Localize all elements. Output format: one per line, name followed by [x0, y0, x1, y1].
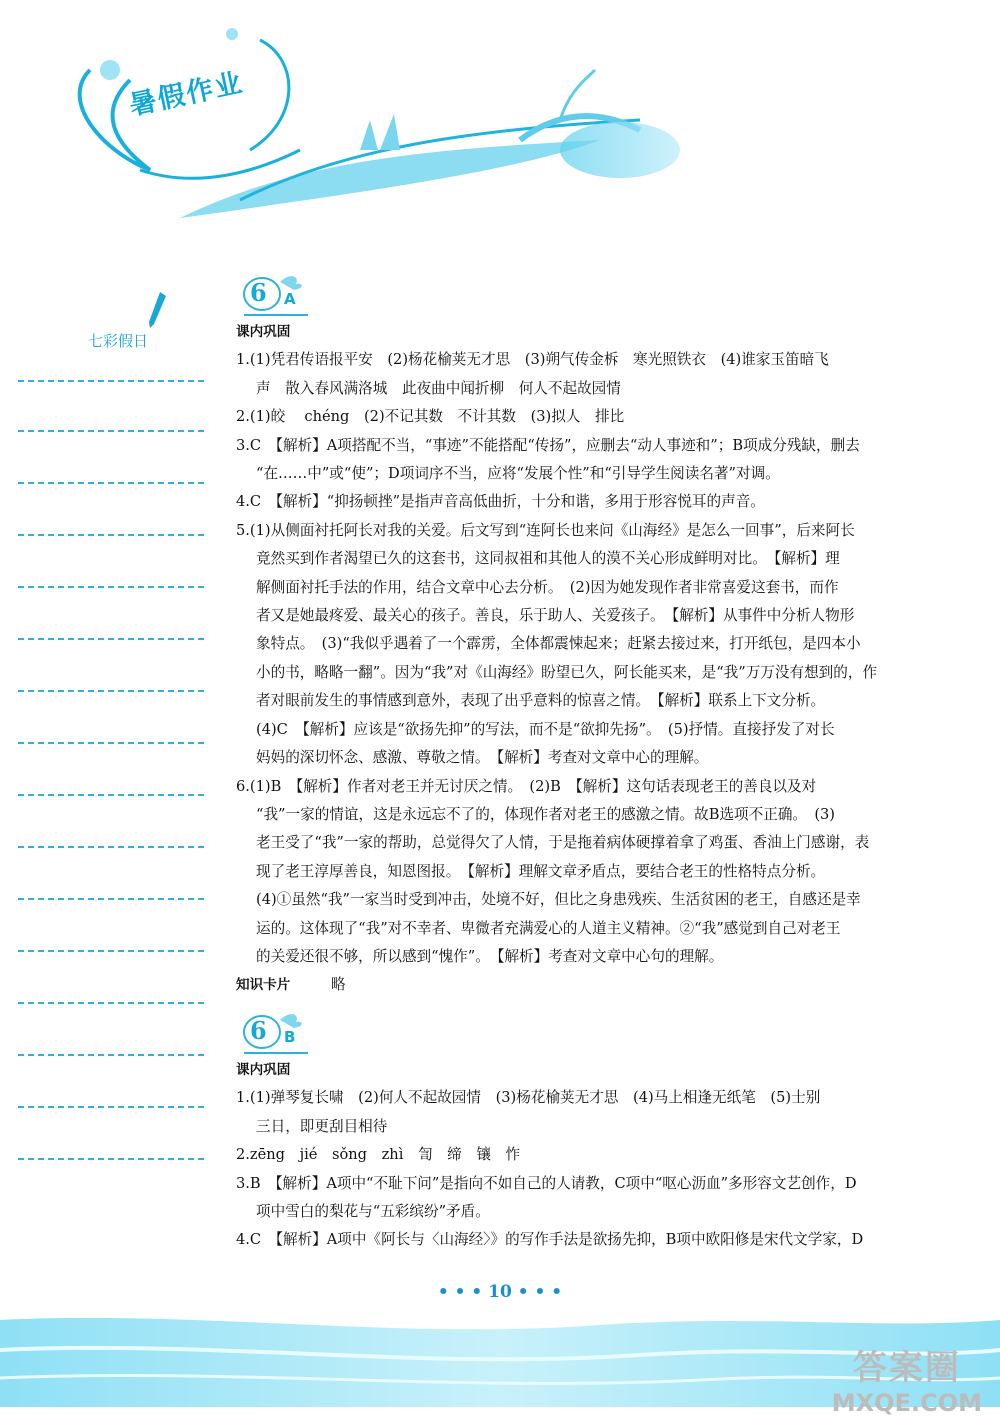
watermark-top: 答案圈 — [852, 1348, 961, 1388]
answer-line: 3.B 【解析】A项中“不耻下问”是指向不如自己的人请教，C项中“呕心沥血”多形容文艺创作，D — [236, 1174, 857, 1192]
section-a-content — [236, 318, 926, 1000]
butterfly-icon — [236, 1010, 316, 1056]
answer-line: (4)C 【解析】应该是“欲扬先抑”的写法，而不是“欲抑先扬”。 (5)抒情。直接抒发了对长 — [256, 720, 835, 738]
notes-line — [18, 1158, 204, 1160]
answer-line: 项中雪白的梨花与“五彩缤纷”矛盾。 — [256, 1203, 490, 1221]
answer-line: 4.C 【解析】A项中《阿长与〈山海经〉》的写作手法是欲扬先抑，B项中欧阳修是宋代文学家，D — [236, 1231, 864, 1249]
answer-line: 声 散入春风满洛城 此夜曲中闻折柳 何人不起故园情 — [256, 379, 621, 397]
notes-line — [18, 586, 204, 588]
answer-line: 三日，即更刮目相待 — [256, 1117, 388, 1135]
notes-line — [18, 430, 204, 432]
answer-line: 4.C 【解析】“抑扬顿挫”是指声音高低曲折，十分和谐，多用于形容悦耳的声音。 — [236, 493, 765, 511]
answer-line: 1.(1)凭君传语报平安 (2)杨花榆荚无才思 (3)朔气传金柝 寒光照铁衣 (4)谁家玉笛暗飞 — [236, 351, 829, 369]
section-heading: 课内巩固 — [236, 324, 291, 340]
header-decoration — [0, 0, 1000, 240]
sidebar-title: 七彩假日 — [88, 332, 149, 350]
notes-line — [18, 950, 204, 952]
answer-line: “在……中”或“使”；D项词序不当，应将“发展个性”和“引导学生阅读名著”对调。 — [256, 465, 780, 483]
answer-line: 妈妈的深切怀念、感激、尊敬之情。 【解析】考查对文章中心的理解。 — [256, 749, 709, 767]
section-letter: B — [284, 1028, 296, 1046]
answer-line: 现了老王淳厚善良，知恩图报。 【解析】理解文章矛盾点，要结合老王的性格特点分析。 — [256, 862, 826, 880]
answer-line: 者又是她最疼爱、最关心的孩子。善良，乐于助人、关爱孩子。 【解析】从事件中分析人物形 — [256, 607, 855, 625]
answer-line: 者对眼前发生的事情感到意外，表现了出乎意料的惊喜之情。 【解析】联系上下文分析。 — [256, 692, 826, 710]
answer-line: 小的书，略略一翻”。因为“我”对《山海经》盼望已久，阿长能买来，是“我”万万没有想到的，作 — [256, 663, 878, 681]
answer-line: 象特点。 (3)“我似乎遇着了一个霹雳，全体都震悚起来；赶紧去接过来，打开纸包，是四本小 — [256, 635, 861, 653]
answer-line: 6.(1)B 【解析】作者对老王并无讨厌之情。 (2)B 【解析】这句话表现老王的善良以及对 — [236, 777, 817, 795]
header-title: 暑假作业 — [126, 67, 247, 122]
section-number: 6 — [250, 1016, 267, 1045]
badge-underline — [244, 314, 308, 316]
notes-line — [18, 1106, 204, 1108]
watermark — [832, 1340, 982, 1417]
notes-line — [18, 482, 204, 484]
answer-line: 2.(1)皎 chéng (2)不记其数 不计其数 (3)拟人 排比 — [236, 408, 625, 426]
knowledge-card-label: 知识卡片 — [236, 977, 291, 994]
section-badge-a — [236, 272, 316, 318]
section-b-content — [236, 1056, 926, 1255]
notes-line — [18, 1002, 204, 1004]
notes-line — [18, 534, 204, 536]
section-number: 6 — [250, 278, 267, 307]
section-letter: A — [284, 290, 296, 308]
notes-line — [18, 1054, 204, 1056]
answer-line: 运的。这体现了“我”对不幸者、卑微者充满爱心的人道主义精神。②“我”感觉到自己对老王 — [256, 919, 841, 937]
answer-line: (4)①虽然“我”一家当时受到冲击，处境不好，但比之身患残疾、生活贫困的老王，自感还是幸 — [256, 891, 861, 909]
answer-line: 5.(1)从侧面衬托阿长对我的关爱。后文写到“连阿长也来问《山海经》是怎么一回事”，后来阿长 — [236, 521, 855, 539]
knowledge-card-value: 略 — [331, 976, 346, 994]
page-number: • • • 10 • • • — [437, 1282, 563, 1302]
notes-line — [18, 898, 204, 900]
answer-line: 解侧面衬托手法的作用，结合文章中心去分析。 (2)因为她发现作者非常喜爱这套书，而作 — [256, 578, 839, 596]
notes-line — [18, 690, 204, 692]
section-heading: 课内巩固 — [236, 1062, 291, 1078]
pen-icon — [146, 290, 168, 330]
notes-line — [18, 846, 204, 848]
answer-line: 老王受了“我”一家的帮助，总觉得欠了人情，于是拖着病体硬撑着拿了鸡蛋、香油上门感谢，表 — [256, 834, 870, 852]
butterfly-icon — [236, 272, 316, 318]
answer-line: 竟然买到作者渴望已久的这套书，这同叔祖和其他人的漠不关心形成鲜明对比。 【解析】理 — [256, 550, 840, 568]
notes-line — [18, 638, 204, 640]
answer-line: 1.(1)弹琴复长啸 (2)何人不起故园情 (3)杨花榆荚无才思 (4)马上相逢无纸笔 (5)士别 — [236, 1089, 821, 1107]
notes-line — [18, 380, 204, 382]
section-badge-b — [236, 1010, 316, 1056]
badge-underline — [244, 1052, 308, 1054]
answer-line: 3.C 【解析】A项搭配不当，“事迹”不能搭配“传扬”，应删去“动人事迹和”；B项成分残缺，删去 — [236, 436, 860, 454]
answer-line: “我”一家的情谊，这是永远忘不了的，体现作者对老王的感激之情。故B选项不正确。 (3) — [256, 805, 835, 823]
watermark-bottom: MXQE.COM — [831, 1389, 982, 1417]
knowledge-card — [236, 971, 926, 999]
answer-line: 的关爱还很不够，所以感到“愧作”。 【解析】考查对文章中心句的理解。 — [256, 947, 724, 965]
notes-line — [18, 742, 204, 744]
notes-line — [18, 794, 204, 796]
answer-line: 2.zēng jié sǒng zhì 訇 缔 镶 怍 — [236, 1146, 521, 1164]
